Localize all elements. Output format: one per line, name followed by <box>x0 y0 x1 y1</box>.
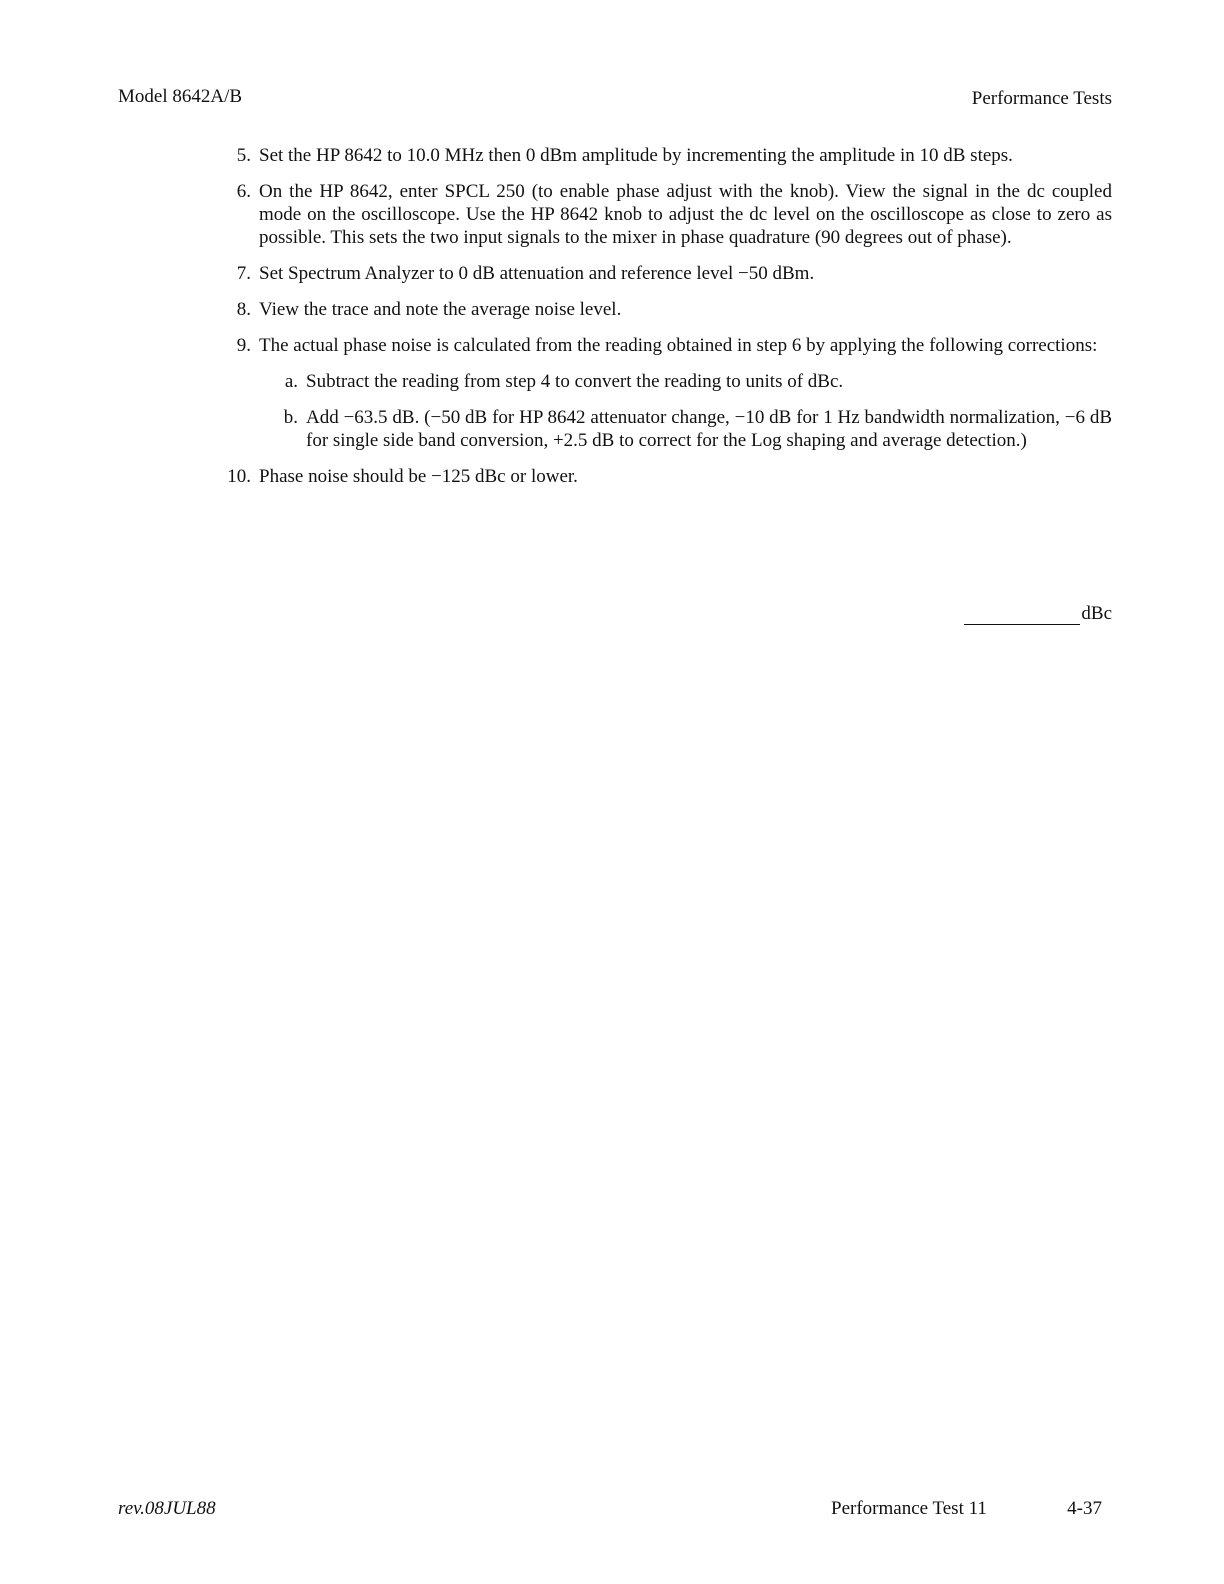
step-6 <box>236 180 1112 249</box>
substep-text: Add −63.5 dB. (−50 dB for HP 8642 attenuator change, −10 dB for 1 Hz bandwidth normalization, −6 dB for single side band conversion, +2.5 dB to correct for the Log shaping and average detection.) <box>306 407 1112 451</box>
header-section-title: Performance Tests <box>971 88 1112 109</box>
step-8 <box>236 298 1112 321</box>
substep-list <box>283 370 1112 452</box>
header-model: Model 8642A/B <box>118 86 243 107</box>
footer-revision: rev.08JUL88 <box>118 1498 216 1519</box>
step-7 <box>236 262 1112 285</box>
step-number: 10. <box>227 466 251 487</box>
procedure-steps <box>227 144 1112 501</box>
result-unit: dBc <box>1081 603 1112 624</box>
step-10 <box>227 465 1112 488</box>
step-number: 5. <box>236 145 251 166</box>
step-number: 8. <box>236 299 251 320</box>
step-text: Set the HP 8642 to 10.0 MHz then 0 dBm amplitude by incrementing the amplitude in 10 dB steps. <box>259 145 1013 166</box>
substep-b <box>283 406 1112 452</box>
result-blank-line[interactable] <box>964 606 1080 625</box>
substep-letter: a. <box>284 371 298 392</box>
result-entry <box>964 603 1112 625</box>
substep-text: Subtract the reading from step 4 to convert the reading to units of dBc. <box>306 371 844 392</box>
step-text: View the trace and note the average noise level. <box>259 299 622 320</box>
substep-a <box>284 370 1112 393</box>
footer-page-number: 4-37 <box>1067 1498 1102 1519</box>
footer-test-title: Performance Test 11 <box>831 1498 987 1519</box>
substep-letter: b. <box>283 407 298 428</box>
step-number: 9. <box>236 335 251 356</box>
step-text: Phase noise should be −125 dBc or lower. <box>259 466 578 487</box>
step-5 <box>236 144 1112 167</box>
step-text: The actual phase noise is calculated from the reading obtained in step 6 by applying the following corrections: <box>259 335 1098 356</box>
step-number: 7. <box>236 263 251 284</box>
step-text: Set Spectrum Analyzer to 0 dB attenuation and reference level −50 dBm. <box>259 263 815 284</box>
step-number: 6. <box>236 181 251 202</box>
step-9 <box>236 334 1112 452</box>
step-text: On the HP 8642, enter SPCL 250 (to enable phase adjust with the knob). View the signal in the dc coupled mode on the oscilloscope. Use the HP 8642 knob to adjust the dc level on the oscilloscope as close to zero as possible. This sets the two input signals to the mixer in phase quadrature (90 degrees out of phase). <box>259 181 1112 248</box>
